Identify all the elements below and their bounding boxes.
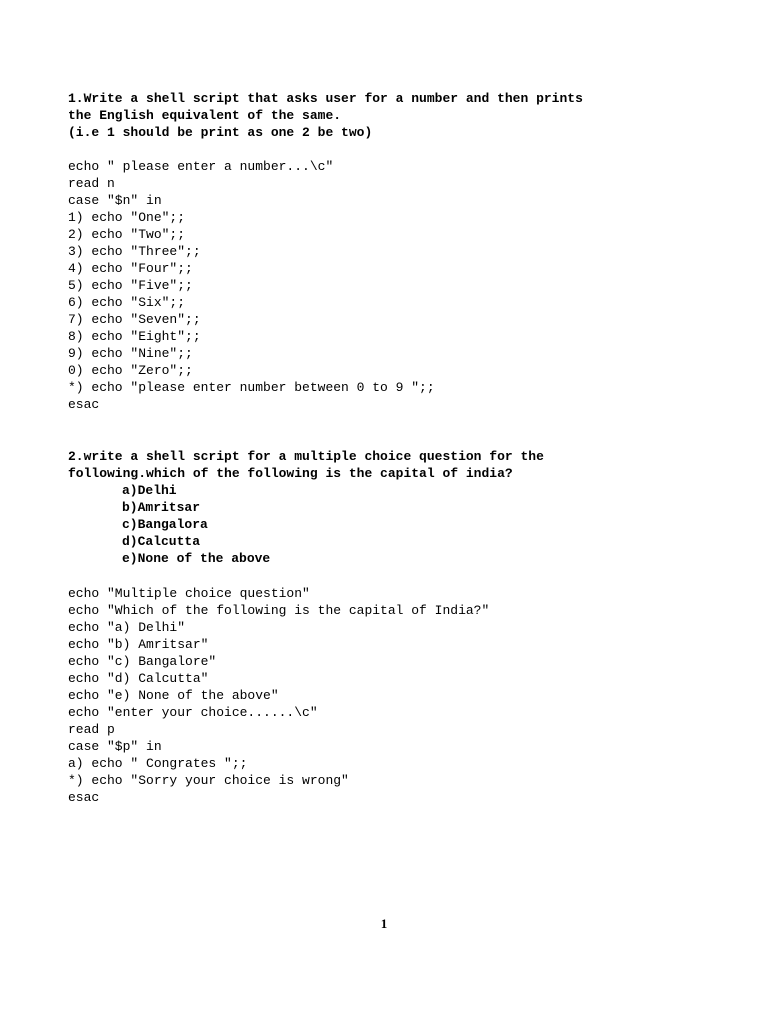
code-line: read p [68,722,115,737]
question-1-line: 1.Write a shell script that asks user for a number and then prints [68,91,583,106]
code-line: echo "e) None of the above" [68,688,279,703]
code-line: echo "Which of the following is the capital of India?" [68,603,490,618]
code-line: 3) echo "Three";; [68,244,201,259]
question-2-line: following.which of the following is the capital of india? [68,466,513,481]
question-1-line: the English equivalent of the same. [68,108,342,123]
code-line: echo " please enter a number...\c" [68,159,334,174]
code-line: 0) echo "Zero";; [68,363,193,378]
answer-option: a)Delhi [122,483,177,498]
code-line: echo "a) Delhi" [68,620,186,635]
code-line: 8) echo "Eight";; [68,329,201,344]
code-line: 2) echo "Two";; [68,227,186,242]
code-line: *) echo "Sorry your choice is wrong" [68,773,349,788]
question-1 [68,90,728,141]
code-line: case "$n" in [68,193,162,208]
code-line: case "$p" in [68,739,162,754]
code-line: esac [68,397,100,412]
code-line: echo "d) Calcutta" [68,671,209,686]
question-1-line: (i.e 1 should be print as one 2 be two) [68,125,373,140]
code-line: a) echo " Congrates ";; [68,756,248,771]
code-line: 9) echo "Nine";; [68,346,193,361]
code-line: 6) echo "Six";; [68,295,186,310]
code-block-2 [68,585,728,806]
code-line: 4) echo "Four";; [68,261,193,276]
code-line: *) echo "please enter number between 0 to 9 ";; [68,380,435,395]
answer-option: c)Bangalora [122,517,208,532]
code-line: read n [68,176,115,191]
code-line: echo "b) Amritsar" [68,637,209,652]
question-2 [68,448,728,567]
answer-option: b)Amritsar [122,500,201,515]
code-line: esac [68,790,100,805]
code-line: echo "enter your choice......\c" [68,705,318,720]
code-line: echo "Multiple choice question" [68,586,310,601]
answer-option: d)Calcutta [122,534,201,549]
page-number: 1 [380,916,388,931]
code-line: 1) echo "One";; [68,210,186,225]
code-line: echo "c) Bangalore" [68,654,217,669]
code-line: 5) echo "Five";; [68,278,193,293]
question-2-line: 2.write a shell script for a multiple choice question for the [68,449,544,464]
answer-option: e)None of the above [122,551,271,566]
code-block-1 [68,158,728,413]
code-line: 7) echo "Seven";; [68,312,201,327]
